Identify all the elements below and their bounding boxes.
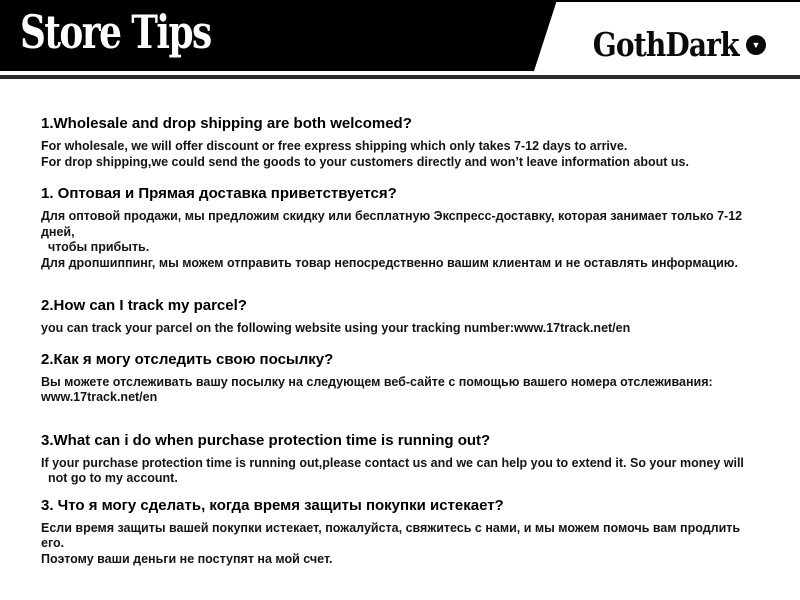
section-heading: 2.Как я могу отследить свою посылку? [41,350,334,368]
gothdark-logo: GothDark [593,25,739,64]
section-line: Поэтому ваши деньги не поступят на мой счет. [41,551,333,566]
store-tips-content [0,79,800,567]
section-heading: 2.How can I track my parcel? [41,297,247,314]
section-line: Вы можете отслеживать вашу посылку на следующем веб-сайте с помощью вашего номера отслеживания: www.17track.net/en [41,374,717,404]
section-heading: 1. Оптовая и Прямая доставка приветствуется? [41,185,397,202]
section-line: Для дропшиппинг, мы можем отправить товар непосредственно вашим клиентам и не оставлять информацию. [41,255,738,270]
section-line: Если время защиты вашей покупки истекает, пожалуйста, свяжитесь с нами, и мы можем помочь вам продлить его. [41,520,744,550]
section-tracking-en [41,298,762,337]
section-tracking-ru [41,352,762,406]
header-banner [0,0,800,80]
section-line: For wholesale, we will offer discount or free express shipping which only takes 7-12 days to arrive. [41,139,628,153]
section-line: For drop shipping,we could send the goods to your customers directly and won’t leave information about us. [41,154,689,169]
section-line: not go to my account. [41,471,178,485]
section-heading: 3. Что я могу сделать, когда время защиты покупки истекает? [41,496,504,514]
section-line: Для оптовой продажи, мы предложим скидку или бесплатную Экспресс-доставку, которая занимает только 7-12 дней, [41,209,746,239]
section-protection-ru [41,498,762,568]
section-line: чтобы прибыть. [41,240,150,254]
down-arrow-circle-icon: ▼ [746,35,766,55]
section-wholesale-en [41,116,762,170]
section-heading: 3.What can i do when purchase protection time is running out? [41,431,491,449]
section-heading: 1.Wholesale and drop shipping are both welcomed? [41,115,412,132]
section-line: you can track your parcel on the following website using your tracking number:www.17track.net/en [41,321,631,335]
section-protection-en [41,433,762,487]
section-line: If your purchase protection time is running out,please contact us and we can help you to extend it. So your money will [41,455,744,470]
section-wholesale-ru [41,186,762,271]
store-tips-logo: Store Tips [20,5,211,59]
brand-right [567,27,766,63]
